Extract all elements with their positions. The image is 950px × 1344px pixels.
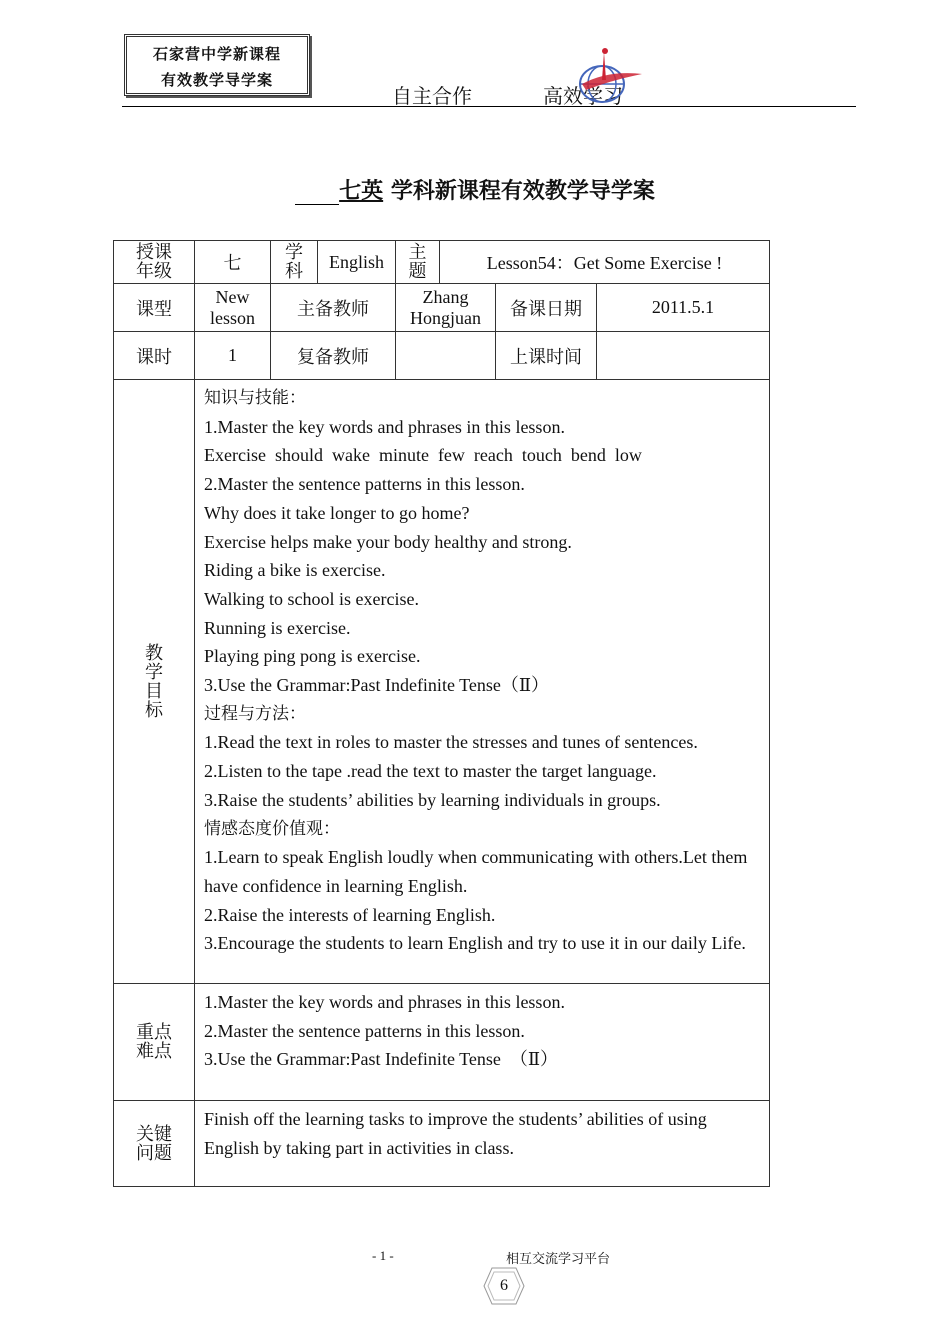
topic-value: Lesson54：Get Some Exercise !	[440, 241, 770, 284]
footer-platform: 相互交流学习平台	[506, 1252, 611, 1267]
header-rule	[122, 106, 856, 107]
goals-line: 情感态度价值观：	[204, 818, 340, 839]
key-points-line: 2.Master the sentence patterns in this lesson.	[204, 1020, 525, 1041]
class-time-label: 上课时间	[496, 332, 597, 380]
title-blank	[295, 182, 339, 205]
goals-line: 3.Use the Grammar:Past Indefinite Tense（Ⅱ）	[204, 675, 550, 696]
lesson-plan-table	[113, 240, 770, 1187]
title-subject: 七英	[339, 179, 384, 204]
key-points-label: 重点 难点	[114, 984, 195, 1101]
goals-line: 1.Read the text in roles to master the stresses and tunes of sentences.	[204, 732, 698, 753]
class-time-value	[597, 332, 770, 380]
goals-label: 教 学 目 标	[114, 380, 195, 984]
goals-line: 知识与技能：	[204, 388, 306, 408]
goals-line: 2.Raise the interests of learning English.	[204, 904, 496, 925]
teacher-label: 主备教师	[271, 284, 396, 332]
page-number-label: - 1 -	[372, 1248, 394, 1263]
page-title	[0, 174, 950, 205]
goals-content	[195, 380, 770, 984]
co-teacher-label: 复备教师	[271, 332, 396, 380]
goals-line: 3.Raise the students’ abilities by learning individuals in groups.	[204, 789, 661, 810]
grade-label: 授课 年级	[114, 241, 195, 284]
subject-value: English	[318, 241, 396, 284]
co-teacher-value	[396, 332, 496, 380]
goals-line: 1.Learn to speak English loudly when communicating with others.Let them have confidence in learning English.	[204, 847, 748, 896]
key-question-label: 关键 问题	[114, 1101, 195, 1187]
type-label: 课型	[114, 284, 195, 332]
goals-line: Playing ping pong is exercise.	[204, 646, 421, 667]
goals-line: Running is exercise.	[204, 617, 351, 638]
school-name-line1: 石家营中学新课程	[152, 45, 281, 63]
motto-left: 自主合作	[392, 84, 472, 108]
grade-value: 七	[195, 241, 271, 284]
motto-right: 高效学习	[543, 84, 623, 108]
school-logo-icon	[572, 44, 644, 108]
page-box-number: 6	[500, 1277, 508, 1294]
goals-line: 2.Listen to the tape .read the text to master the target language.	[204, 761, 657, 782]
type-value: New lesson	[195, 284, 271, 332]
goals-line: Exercise should wake minute few reach touch bend low	[204, 445, 642, 466]
goals-line: Walking to school is exercise.	[204, 588, 419, 609]
key-points-content	[195, 984, 770, 1101]
school-stamp	[124, 34, 310, 96]
key-points-line: 3.Use the Grammar:Past Indefinite Tense （Ⅱ）	[204, 1049, 559, 1070]
key-question-content	[195, 1101, 770, 1187]
goals-line: 1.Master the key words and phrases in this lesson.	[204, 416, 565, 437]
goals-line: 3.Encourage the students to learn English and try to use it in our daily Life.	[204, 933, 746, 954]
date-value: 2011.5.1	[597, 284, 770, 332]
subject-label: 学 科	[271, 241, 318, 284]
topic-label: 主 题	[396, 241, 440, 284]
goals-line: Exercise helps make your body healthy and strong.	[204, 531, 572, 552]
key-question-text: Finish off the learning tasks to improve the students’ abilities of using English by taking part in activities in class.	[204, 1109, 707, 1158]
date-label: 备课日期	[496, 284, 597, 332]
goals-line: 2.Master the sentence patterns in this lesson.	[204, 474, 525, 495]
goals-line: 过程与方法：	[204, 703, 306, 724]
hours-label: 课时	[114, 332, 195, 380]
hours-value: 1	[195, 332, 271, 380]
page-number-box	[482, 1266, 526, 1306]
goals-line: Riding a bike is exercise.	[204, 560, 386, 581]
school-name-line2: 有效教学导学案	[160, 71, 273, 89]
key-points-line: 1.Master the key words and phrases in this lesson.	[204, 992, 565, 1012]
title-rest: 学科新课程有效教学导学案	[390, 179, 655, 204]
teacher-value: Zhang Hongjuan	[396, 284, 496, 332]
goals-line: Why does it take longer to go home?	[204, 502, 470, 523]
